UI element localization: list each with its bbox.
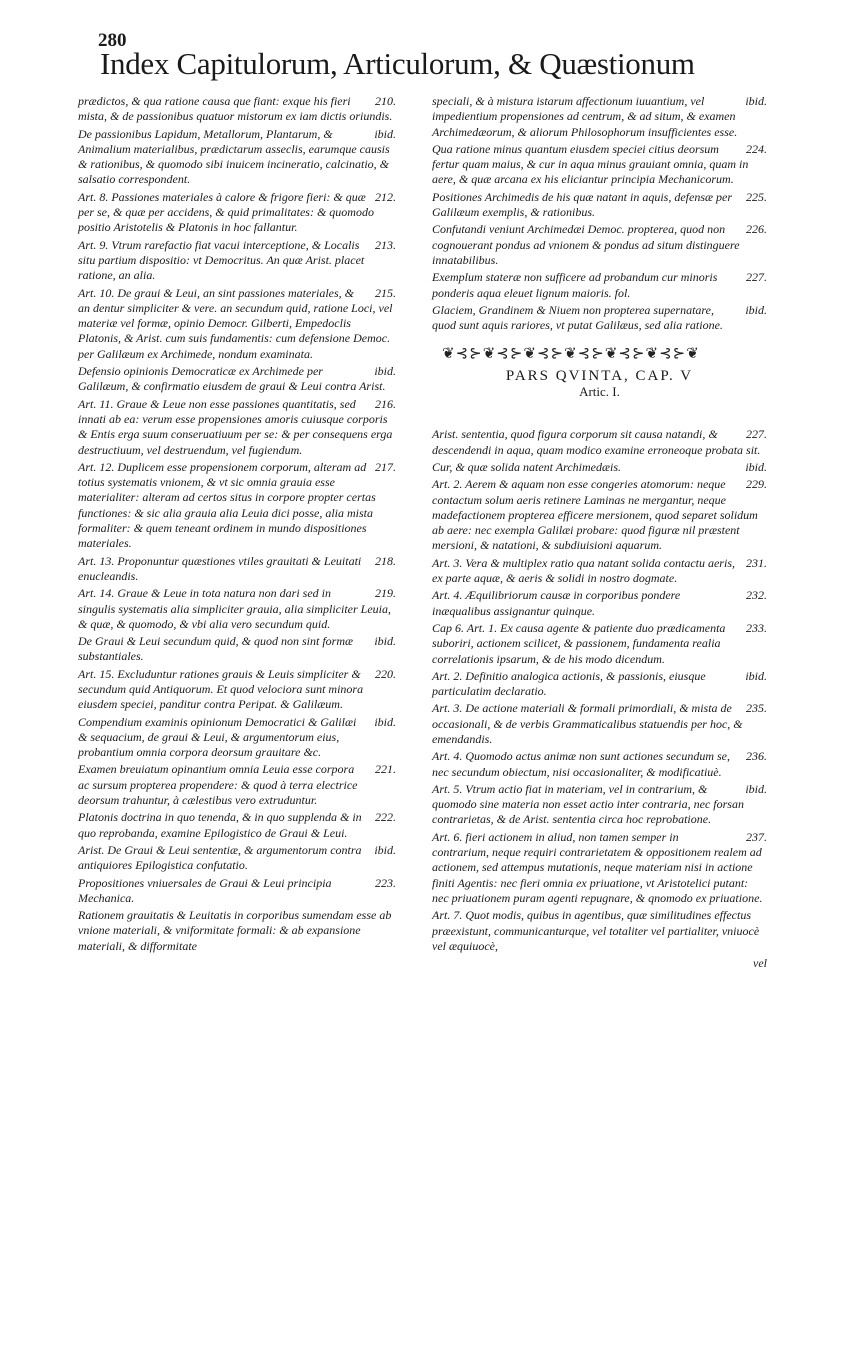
entry-text: Rationem grauitatis & Leuitatis in corporibus sumendam esse ab vnione materiali, & vniformitate formali: & ab expansione materiali, & difformitate xyxy=(78,908,392,953)
entry-page: 219. xyxy=(375,586,396,601)
index-entry xyxy=(78,843,396,874)
page-title: Index Capitulorum, Articulorum, & Quæstionum xyxy=(100,46,695,81)
entry-text: Art. 2. Definitio analogica actionis, & passionis, eiusque particulatim declaratio. xyxy=(432,668,706,699)
entry-text: Confutandi veniunt Archimedæi Democ. propterea, quod non cognouerant pondus ad vnionem & pondus ad situm distinguere innatabilibus. xyxy=(432,222,740,267)
index-entry xyxy=(432,270,767,301)
entry-page: 225. xyxy=(746,189,767,204)
section-subheading: Artic. I. xyxy=(579,384,620,400)
index-entry xyxy=(78,762,396,808)
entry-text: Art. 15. Excluduntur rationes grauis & Leuis simpliciter & secundum quid Antiquorum. Et quod velociora sunt minora eiusdem speciei, panditur contra Peripat. & Galilæum. xyxy=(78,666,364,712)
entry-text: Art. 10. De graui & Leui, an sint passiones materiales, & an dentur simpliciter & vere. an secundum quid, ratione Loci, vel materiæ vel formæ, opinio Democr. Gilberti, Empedoclis Platonis, & Arist. cum suis fundamentis: cum defensione Democ. per Galilæum ex Archimede, nondum examinata. xyxy=(78,285,393,361)
index-entry xyxy=(432,190,767,221)
entry-page: 235. xyxy=(746,701,767,716)
entry-text: Examen breuiatum opinantium omnia Leuia esse corpora ac sursum propterea propendere: & quod à terra electrice deorsum trahuntur, à cælestibus vero extruduntur. xyxy=(78,762,358,808)
index-entry xyxy=(432,460,767,475)
index-entry xyxy=(432,830,767,906)
entry-page: 224. xyxy=(746,141,767,156)
entry-text: Compendium examinis opinionum Democratici & Galilæi & sequacium, de graui & Leui, & argumentorum eius, probantium omnia corpora deorsum grauitare &c. xyxy=(78,714,357,760)
entry-page: ibid. xyxy=(745,668,767,683)
entry-page: ibid. xyxy=(374,634,396,649)
entry-text: Art. 4. Æquilibriorum causæ in corporibus pondere inæqualibus assignantur quinque. xyxy=(432,588,681,618)
entry-text: Art. 13. Proponuntur quæstiones vtiles grauitati & Leuitati enucleandis. xyxy=(78,553,362,583)
entry-page: 227. xyxy=(746,270,767,285)
entry-page: 222. xyxy=(375,810,396,825)
entry-text: Cap 6. Art. 1. Ex causa agente & patiente duo prædicamenta suboriri, actionem scilicet, & passionem, fundamenta realia correlationis ipsarum, & de his modo dicendum. xyxy=(432,620,726,666)
entry-text: Propositiones vniuersales de Graui & Leui principia Mechanica. xyxy=(78,875,332,905)
index-entry xyxy=(78,397,396,458)
index-entry xyxy=(432,621,767,667)
index-entry xyxy=(432,427,767,458)
entry-page: ibid. xyxy=(374,364,396,379)
entry-text: Arist. De Graui & Leui sententiæ, & argumentorum contra antiquiores Epilogistica confutatio. xyxy=(78,842,362,873)
entry-text: speciali, & à mistura istarum affectionum iuuantium, vel impedientium propensiones ad centrum, & ad situm, & examen Archimedæorum, & aliorum Philosophorum insufficientes esse. xyxy=(432,94,738,139)
entry-page: 232. xyxy=(746,588,767,603)
index-entry xyxy=(78,586,396,632)
entry-text: De Graui & Leui secundum quid, & quod non sint formæ substantiales. xyxy=(78,634,353,664)
entry-page: 216. xyxy=(375,396,396,411)
entry-page: 217. xyxy=(375,459,396,474)
index-entry xyxy=(78,634,396,665)
index-entry xyxy=(432,477,767,553)
entry-page: 236. xyxy=(746,749,767,764)
entry-page: 220. xyxy=(375,666,396,681)
entry-text: Art. 3. Vera & multiplex ratio qua natant solida contactu aeris, ex parte aquæ, & aeris & solidi in nostro dogmate. xyxy=(432,555,735,586)
entry-page: ibid. xyxy=(745,302,767,317)
entry-page: 213. xyxy=(375,237,396,252)
index-entry xyxy=(432,669,767,700)
index-entry xyxy=(78,286,396,362)
index-entry xyxy=(78,667,396,713)
entry-text: Art. 7. Quot modis, quibus in agentibus, quæ similitudines effectus præexistunt, communicanturque, vel totaliter vel partialiter, vniuocè vel æquiuocè, xyxy=(432,908,760,953)
entry-page: ibid. xyxy=(745,94,767,108)
index-entry xyxy=(432,701,767,747)
entry-page: 233. xyxy=(746,620,767,635)
entry-text: Glaciem, Grandinem & Niuem non propterea supernatare, quod sunt aquis rariores, vt putat Galilæus, sed alia ratione. xyxy=(432,302,723,333)
entry-text: Arist. sententia, quod figura corporum sit causa natandi, & descendendi in aqua, quam modico examine erroneoque probata sit. xyxy=(432,427,761,457)
entry-text: Cur, & quæ solida natent Archimedæis. xyxy=(432,459,622,474)
index-entry xyxy=(78,908,396,954)
index-entry xyxy=(432,222,767,268)
index-entry xyxy=(78,190,396,236)
catchword: vel xyxy=(753,956,767,971)
right-column-top xyxy=(432,94,767,333)
entry-page: 221. xyxy=(375,762,396,777)
index-entry xyxy=(432,94,767,140)
entry-text: Art. 11. Graue & Leue non esse passiones quantitatis, sed innati ab ea: verum esse propensiones amoris cuiusque corporis & Entis erga suum conseruatiuum per se: & per consequens erga destructiuum, vel destruendum, vel fugiendum. xyxy=(78,396,393,457)
index-entry xyxy=(78,554,396,585)
index-entry xyxy=(432,142,767,188)
entry-page: 237. xyxy=(746,829,767,844)
entry-text: Platonis doctrina in quo tenenda, & in quo supplenda & in quo reprobanda, examine Epilogistico de Graui & Leui. xyxy=(78,810,362,840)
index-entry xyxy=(78,876,396,907)
entry-page: ibid. xyxy=(374,126,396,141)
index-entry xyxy=(78,238,396,284)
index-entry xyxy=(78,94,396,125)
entry-page: 226. xyxy=(746,222,767,237)
index-entry xyxy=(78,715,396,761)
entry-text: De passionibus Lapidum, Metallorum, Plantarum, & Animalium materialibus, prædictarum asseclis, earumque causis & rationibus, & quomodo sibi inuicem incineratio, calcinatio, & salsatio correspondent. xyxy=(78,126,390,187)
ornament-divider: ❦⊰⊱❦⊰⊱❦⊰⊱❦⊰⊱❦⊰⊱❦⊰⊱❦ xyxy=(442,346,700,363)
entry-page: ibid. xyxy=(374,714,396,729)
entry-page: 229. xyxy=(746,477,767,492)
entry-text: Art. 14. Graue & Leue in tota natura non dari sed in singulis systematis alia simpliciter grauia, alia simpliciter Leuia, & quæ, & quomodo, & vbi alia vero secundum quid. xyxy=(78,586,392,631)
entry-page: 218. xyxy=(375,553,396,568)
entry-page: 215. xyxy=(375,285,396,300)
index-entry xyxy=(432,749,767,780)
right-column xyxy=(432,94,767,971)
entry-page: 227. xyxy=(746,427,767,442)
index-entry xyxy=(78,810,396,841)
right-column-bottom xyxy=(432,427,767,954)
entry-text: Art. 4. Quomodo actus animæ non sunt actiones secundum se, nec secundum obiectum, nisi occasionaliter, & modificatiuè. xyxy=(432,749,730,779)
index-entry xyxy=(78,460,396,552)
entry-text: Positiones Archimedis de his quæ natant in aquis, defensæ per Galilæum exemplis, & rationibus. xyxy=(432,189,732,220)
entry-page: 231. xyxy=(746,555,767,570)
index-entry xyxy=(78,364,396,395)
entry-text: Art. 8. Passiones materiales à calore & frigore fieri: & quæ per se, & quæ per accidens, & quid primalitates: & quomodo positio Aristotelis & Platonis in hoc fallantur. xyxy=(78,189,374,235)
entry-page: 210. xyxy=(375,94,396,108)
entry-text: Art. 9. Vtrum rarefactio fiat vacui interceptione, & Localis situ partium dispositio: vt Democritus. An quæ Arist. placet ratione, an alia. xyxy=(78,237,365,283)
index-entry xyxy=(432,588,767,619)
entry-page: ibid. xyxy=(745,459,767,474)
index-entry xyxy=(432,908,767,954)
entry-text: Exemplum stateræ non sufficere ad probandum cur minoris ponderis aqua eleuet lignum maioris. fol. xyxy=(432,270,718,300)
entry-text: Art. 2. Aerem & aquam non esse congeries atomorum: neque contactum solum aeris retinere Laminas ne mergantur, neque madefactionem propterea efficere mersionem, quod separet solidum ab aere: nec exempla Galilæi probare: quod figuræ nil præstent mersioni, & natationi, & subdiuisioni aquarum. xyxy=(432,477,758,553)
page-number: 280 xyxy=(98,30,127,51)
index-entry xyxy=(78,127,396,188)
index-entry xyxy=(432,782,767,828)
index-entry xyxy=(432,556,767,587)
entry-text: Art. 12. Duplicem esse propensionem corporum, alteram ad totius systematis vnionem, & vt sic omnia grauia esse materialiter: alteram ad certos situs in corpore propter certas functiones: & sic alia grauia alia Leuia dici posse, alia mista formaliter: & quem teneant ordinem in mundo dispositiones materiales. xyxy=(78,459,376,551)
entry-text: Art. 3. De actione materiali & formali primordiali, & mista de occasionali, & de verbis Grammaticalibus statuendis per hoc, & emendandis. xyxy=(432,701,743,746)
entry-page: 223. xyxy=(375,875,396,890)
left-column xyxy=(78,94,396,956)
entry-text: Art. 6. fieri actionem in aliud, non tamen semper in contrarium, neque requiri contrarietatem & oppositionem realem ad actionem, sed attempus mutationis, neque materiam nisi in actione finiti Agentis: nec fieri omnia ex priuatione, vt Aristotelici putant: nec priuationem puram agenti repugnare, & qnomodo ex priuatione. xyxy=(432,829,763,905)
entry-page: 212. xyxy=(375,189,396,204)
entry-text: Defensio opinionis Democraticæ ex Archimede per Galilæum, & confirmatio eiusdem de graui & Leui contra Arist. xyxy=(78,364,386,394)
entry-text: Art. 5. Vtrum actio fiat in materiam, vel in contrarium, & quomodo sine materia non esset actio inter contraria, nec forsan contrarietas, & de Arist. sententia circa hoc reprobatione. xyxy=(432,781,744,827)
entry-page: ibid. xyxy=(374,842,396,857)
section-heading: PARS QVINTA, CAP. V xyxy=(505,367,694,384)
entry-page: ibid. xyxy=(745,781,767,796)
index-entry xyxy=(432,303,767,334)
entry-text: Qua ratione minus quantum eiusdem speciei citius deorsum fertur quam maius, & cur in aqua minus grauiant omnia, quam in aere, & quæ arcana ex his eliciantur principia Mechanicorum. xyxy=(432,141,749,187)
entry-text: prædictos, & qua ratione causa que fiant: exque his fieri mista, & de passionibus quatuor mistorum ex iam dictis oriundis. xyxy=(78,94,393,124)
